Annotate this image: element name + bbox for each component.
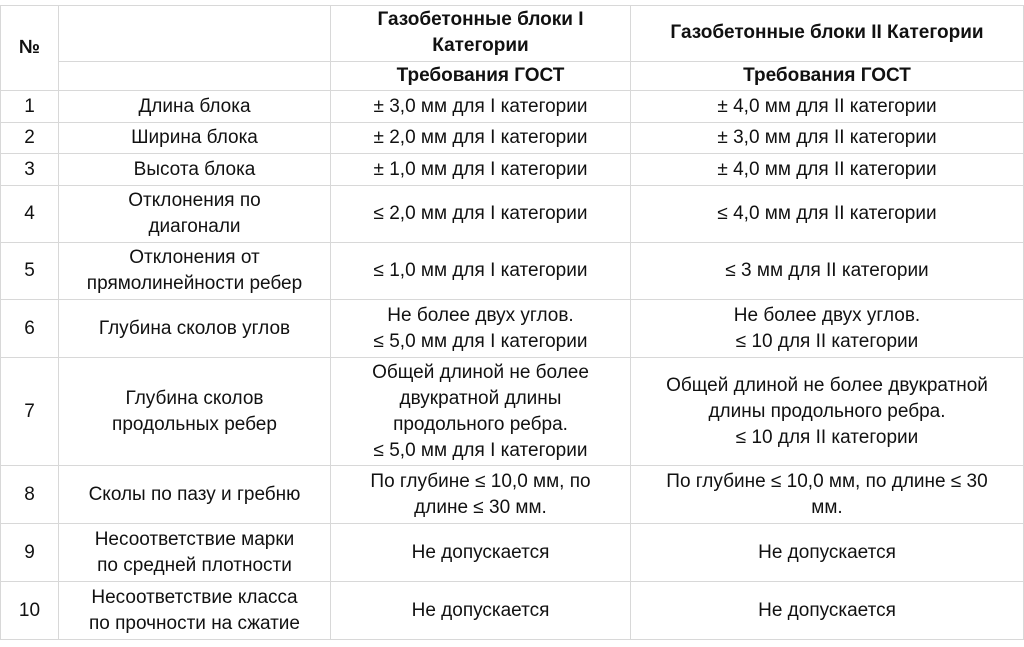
cat1-requirement-cell-line: ≤ 5,0 мм для I категории (373, 439, 588, 461)
cat2-requirement-cell (631, 466, 1024, 524)
gost-requirements-table (0, 5, 1024, 640)
cat1-requirement-cell-line: продольного ребра. (393, 413, 568, 435)
cat1-requirement-cell-line: Общей длиной не более (372, 361, 589, 383)
cat2-requirement-cell (631, 300, 1024, 358)
parameter-cell (59, 243, 331, 300)
row-number: 8 (1, 466, 59, 524)
cat1-requirement-cell-line: ≤ 5,0 мм для I категории (373, 330, 588, 352)
cat1-requirement-cell-line: По глубине ≤ 10,0 мм, по (370, 470, 591, 492)
cat1-requirement-cell (331, 186, 631, 243)
table-row (1, 300, 1024, 358)
parameter-cell-line: Отклонения по (128, 190, 261, 211)
cat2-requirement-cell (631, 582, 1024, 640)
cat1-requirement-cell-line: ≤ 2,0 мм для I категории (373, 203, 588, 224)
param-subheader (59, 61, 331, 90)
table-row (1, 123, 1024, 154)
parameter-cell-line: диагонали (148, 216, 241, 237)
parameter-cell-line: Длина блока (138, 95, 251, 117)
cat1-requirement-cell (331, 243, 631, 300)
cat1-requirement-cell (331, 300, 631, 358)
cat2-requirement-cell-line: ≤ 10 для II категории (735, 426, 919, 448)
parameter-cell-line: Глубина сколов (125, 387, 264, 409)
cat1-requirement-cell-line: Не допускается (411, 599, 550, 621)
parameter-cell-line: Сколы по пазу и гребню (88, 483, 301, 505)
cat2-requirement-cell-line: По глубине ≤ 10,0 мм, по длине ≤ 30 (666, 470, 988, 492)
cat2-requirement-cell-line: ± 4,0 мм для II категории (717, 95, 937, 117)
cat2-requirement-cell (631, 524, 1024, 582)
parameter-cell-line: продольных ребер (112, 413, 277, 435)
table-row (1, 524, 1024, 582)
cat1-requirement-cell-line: длине ≤ 30 мм. (414, 496, 547, 518)
parameter-cell (59, 91, 331, 123)
row-number: 7 (1, 358, 59, 466)
cat2-requirement-cell-line: Не допускается (758, 541, 896, 563)
cat2-subheader: Требования ГОСТ (631, 61, 1024, 90)
parameter-cell (59, 358, 331, 466)
parameter-cell (59, 123, 331, 154)
row-number: 5 (1, 243, 59, 300)
parameter-cell-line: Несоответствие марки (94, 528, 295, 550)
cat1-requirement-cell-line: ± 1,0 мм для I категории (373, 158, 588, 180)
cat2-requirement-cell-line: мм. (811, 496, 843, 518)
row-number: 4 (1, 186, 59, 243)
row-number: 2 (1, 123, 59, 154)
parameter-cell-line: Высота блока (133, 158, 256, 180)
cat1-requirement-cell-line: ≤ 1,0 мм для I категории (373, 260, 588, 281)
parameter-cell-line: прямолинейности ребер (86, 273, 303, 294)
parameter-cell-line: Отклонения от (129, 247, 260, 268)
cat2-requirement-cell-line: длины продольного ребра. (708, 400, 946, 422)
cat1-requirement-cell-line: Не допускается (411, 541, 550, 563)
num-header: № (1, 6, 59, 91)
table-row (1, 243, 1024, 300)
parameter-cell (59, 582, 331, 640)
cat2-requirement-cell (631, 154, 1024, 186)
row-number: 6 (1, 300, 59, 358)
parameter-cell-line: Ширина блока (131, 127, 258, 148)
parameter-cell-line: по прочности на сжатие (89, 612, 300, 634)
cat2-requirement-cell-line: ± 4,0 мм для II категории (717, 158, 937, 180)
row-number: 3 (1, 154, 59, 186)
parameter-cell (59, 186, 331, 243)
cat2-requirement-cell (631, 186, 1024, 243)
table-row (1, 154, 1024, 186)
parameter-cell (59, 524, 331, 582)
parameter-cell (59, 466, 331, 524)
table-body (1, 91, 1024, 640)
cat2-requirement-cell (631, 123, 1024, 154)
header-row (1, 6, 1024, 62)
cat1-requirement-cell-line: двукратной длины (399, 387, 562, 409)
cat2-header: Газобетонные блоки II Категории (631, 6, 1024, 62)
param-header (59, 6, 331, 62)
cat2-requirement-cell-line: ≤ 3 мм для II категории (725, 260, 929, 281)
cat2-requirement-cell-line: ± 3,0 мм для II категории (717, 127, 937, 148)
cat2-requirement-cell (631, 358, 1024, 466)
parameter-cell (59, 300, 331, 358)
cat1-requirement-cell (331, 91, 631, 123)
row-number: 9 (1, 524, 59, 582)
table-row (1, 186, 1024, 243)
cat2-requirement-cell-line: ≤ 10 для II категории (735, 330, 919, 352)
cat1-subheader: Требования ГОСТ (331, 61, 631, 90)
cat1-requirement-cell (331, 582, 631, 640)
table-row (1, 358, 1024, 466)
cat2-requirement-cell (631, 91, 1024, 123)
cat1-requirement-cell (331, 466, 631, 524)
cat1-requirement-cell-line: Не более двух углов. (387, 304, 574, 326)
cat1-requirement-cell (331, 123, 631, 154)
parameter-cell-line: Глубина сколов углов (98, 317, 291, 339)
cat1-requirement-cell-line: ± 2,0 мм для I категории (373, 127, 588, 148)
table-row (1, 466, 1024, 524)
cat1-requirement-cell (331, 358, 631, 466)
parameter-cell-line: Несоответствие класса (91, 586, 298, 608)
table-row (1, 582, 1024, 640)
cat2-requirement-cell-line: Общей длиной не более двукратной (666, 374, 988, 396)
cat1-header: Газобетонные блоки I Категории (331, 6, 631, 62)
cat1-requirement-cell-line: ± 3,0 мм для I категории (373, 95, 588, 117)
cat1-requirement-cell (331, 524, 631, 582)
cat2-requirement-cell-line: Не допускается (758, 599, 896, 621)
parameter-cell-line: по средней плотности (97, 554, 292, 576)
row-number: 1 (1, 91, 59, 123)
subheader-row (1, 61, 1024, 90)
parameter-cell (59, 154, 331, 186)
cat2-requirement-cell-line: Не более двух углов. (733, 304, 921, 326)
row-number: 10 (1, 582, 59, 640)
table-row (1, 91, 1024, 123)
cat2-requirement-cell (631, 243, 1024, 300)
cat2-requirement-cell-line: ≤ 4,0 мм для II категории (717, 203, 937, 224)
cat1-requirement-cell (331, 154, 631, 186)
